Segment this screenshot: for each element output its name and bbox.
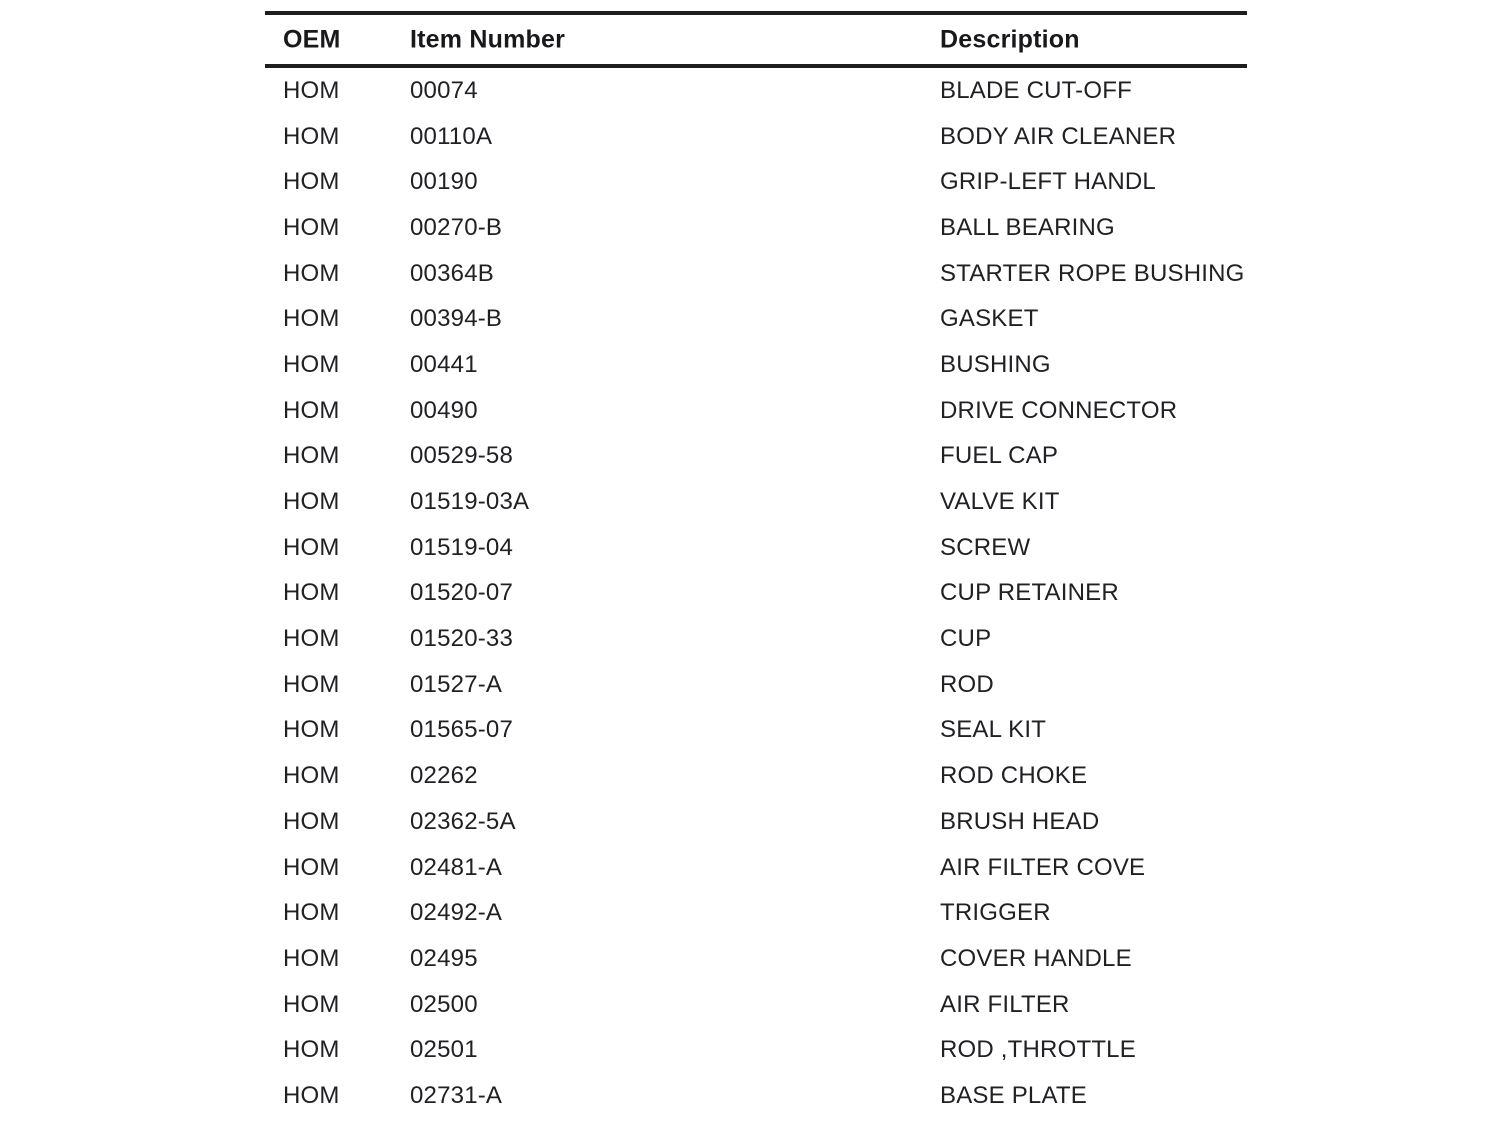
cell-description: SCREW	[940, 533, 1031, 561]
cell-item-number: 01527-A	[410, 670, 503, 698]
cell-item-number: 00441	[410, 350, 478, 378]
cell-item-number: 00364B	[410, 259, 494, 287]
table-row	[265, 251, 1247, 297]
table-row	[265, 890, 1247, 936]
cell-item-number: 01519-03A	[410, 488, 530, 516]
cell-item-number: 01520-07	[410, 579, 514, 607]
table-row	[265, 205, 1247, 251]
cell-description: TRIGGER	[940, 899, 1051, 927]
cell-description: CUP RETAINER	[940, 579, 1119, 607]
table-row	[265, 845, 1247, 891]
cell-item-number: 02492-A	[410, 899, 503, 927]
cell-oem: HOM	[283, 259, 340, 287]
table-row	[265, 525, 1247, 571]
cell-oem: HOM	[283, 350, 340, 378]
cell-oem: HOM	[283, 625, 340, 653]
cell-description: ROD	[940, 670, 994, 698]
cell-item-number: 00110A	[410, 122, 493, 150]
cell-oem: HOM	[283, 122, 340, 150]
cell-oem: HOM	[283, 168, 340, 196]
table-row	[265, 1027, 1247, 1073]
cell-description: FUEL CAP	[940, 442, 1059, 470]
cell-description: AIR FILTER	[940, 990, 1070, 1018]
table-row	[265, 571, 1247, 617]
cell-oem: HOM	[283, 944, 340, 972]
cell-oem: HOM	[283, 488, 340, 516]
cell-description: VALVE KIT	[940, 488, 1060, 516]
cell-description: BASE PLATE	[940, 1081, 1087, 1109]
table-row	[265, 936, 1247, 982]
table-row	[265, 342, 1247, 388]
cell-item-number: 02262	[410, 762, 478, 790]
table-header-row	[265, 15, 1247, 64]
cell-description: BLADE CUT-OFF	[940, 76, 1132, 104]
table-row	[265, 708, 1247, 754]
table-row	[265, 1073, 1247, 1119]
cell-item-number: 00074	[410, 76, 478, 104]
cell-oem: HOM	[283, 716, 340, 744]
cell-description: GASKET	[940, 305, 1039, 333]
table-row	[265, 388, 1247, 434]
cell-oem: HOM	[283, 899, 340, 927]
cell-item-number: 02481-A	[410, 853, 503, 881]
cell-item-number: 02362-5A	[410, 807, 516, 835]
cell-item-number: 02731-A	[410, 1081, 503, 1109]
table-row	[265, 159, 1247, 205]
cell-description: STARTER ROPE BUSHING	[940, 259, 1245, 287]
cell-description: COVER HANDLE	[940, 944, 1132, 972]
cell-description: BRUSH HEAD	[940, 807, 1100, 835]
cell-item-number: 01565-07	[410, 716, 514, 744]
header-item-number: Item Number	[410, 25, 566, 53]
cell-description: DRIVE CONNECTOR	[940, 396, 1178, 424]
table-row	[265, 479, 1247, 525]
table-row	[265, 616, 1247, 662]
cell-oem: HOM	[283, 396, 340, 424]
table-body	[265, 68, 1247, 1119]
cell-item-number: 00270-B	[410, 213, 503, 241]
cell-item-number: 00490	[410, 396, 478, 424]
cell-oem: HOM	[283, 853, 340, 881]
table-row	[265, 68, 1247, 114]
cell-description: ROD ,THROTTLE	[940, 1036, 1136, 1064]
cell-description: BALL BEARING	[940, 213, 1115, 241]
table-row	[265, 753, 1247, 799]
header-oem: OEM	[283, 25, 341, 53]
cell-oem: HOM	[283, 533, 340, 561]
table-row	[265, 799, 1247, 845]
cell-oem: HOM	[283, 1081, 340, 1109]
cell-description: SEAL KIT	[940, 716, 1047, 744]
cell-description: AIR FILTER COVE	[940, 853, 1146, 881]
cell-oem: HOM	[283, 305, 340, 333]
cell-oem: HOM	[283, 76, 340, 104]
cell-oem: HOM	[283, 807, 340, 835]
cell-description: GRIP-LEFT HANDL	[940, 168, 1156, 196]
cell-oem: HOM	[283, 442, 340, 470]
table-row	[265, 982, 1247, 1028]
cell-oem: HOM	[283, 762, 340, 790]
cell-item-number: 01519-04	[410, 533, 514, 561]
cell-item-number: 02495	[410, 944, 478, 972]
cell-description: ROD CHOKE	[940, 762, 1088, 790]
header-description: Description	[940, 25, 1080, 53]
cell-oem: HOM	[283, 990, 340, 1018]
cell-item-number: 00394-B	[410, 305, 503, 333]
cell-oem: HOM	[283, 213, 340, 241]
cell-item-number: 00529-58	[410, 442, 514, 470]
parts-table	[265, 11, 1247, 1119]
cell-oem: HOM	[283, 670, 340, 698]
cell-item-number: 00190	[410, 168, 478, 196]
table-row	[265, 434, 1247, 480]
cell-oem: HOM	[283, 579, 340, 607]
cell-item-number: 02500	[410, 990, 478, 1018]
table-row	[265, 296, 1247, 342]
table-row	[265, 662, 1247, 708]
cell-description: BODY AIR CLEANER	[940, 122, 1177, 150]
table-row	[265, 114, 1247, 160]
cell-description: BUSHING	[940, 350, 1051, 378]
cell-description: CUP	[940, 625, 992, 653]
cell-item-number: 01520-33	[410, 625, 514, 653]
cell-oem: HOM	[283, 1036, 340, 1064]
cell-item-number: 02501	[410, 1036, 478, 1064]
